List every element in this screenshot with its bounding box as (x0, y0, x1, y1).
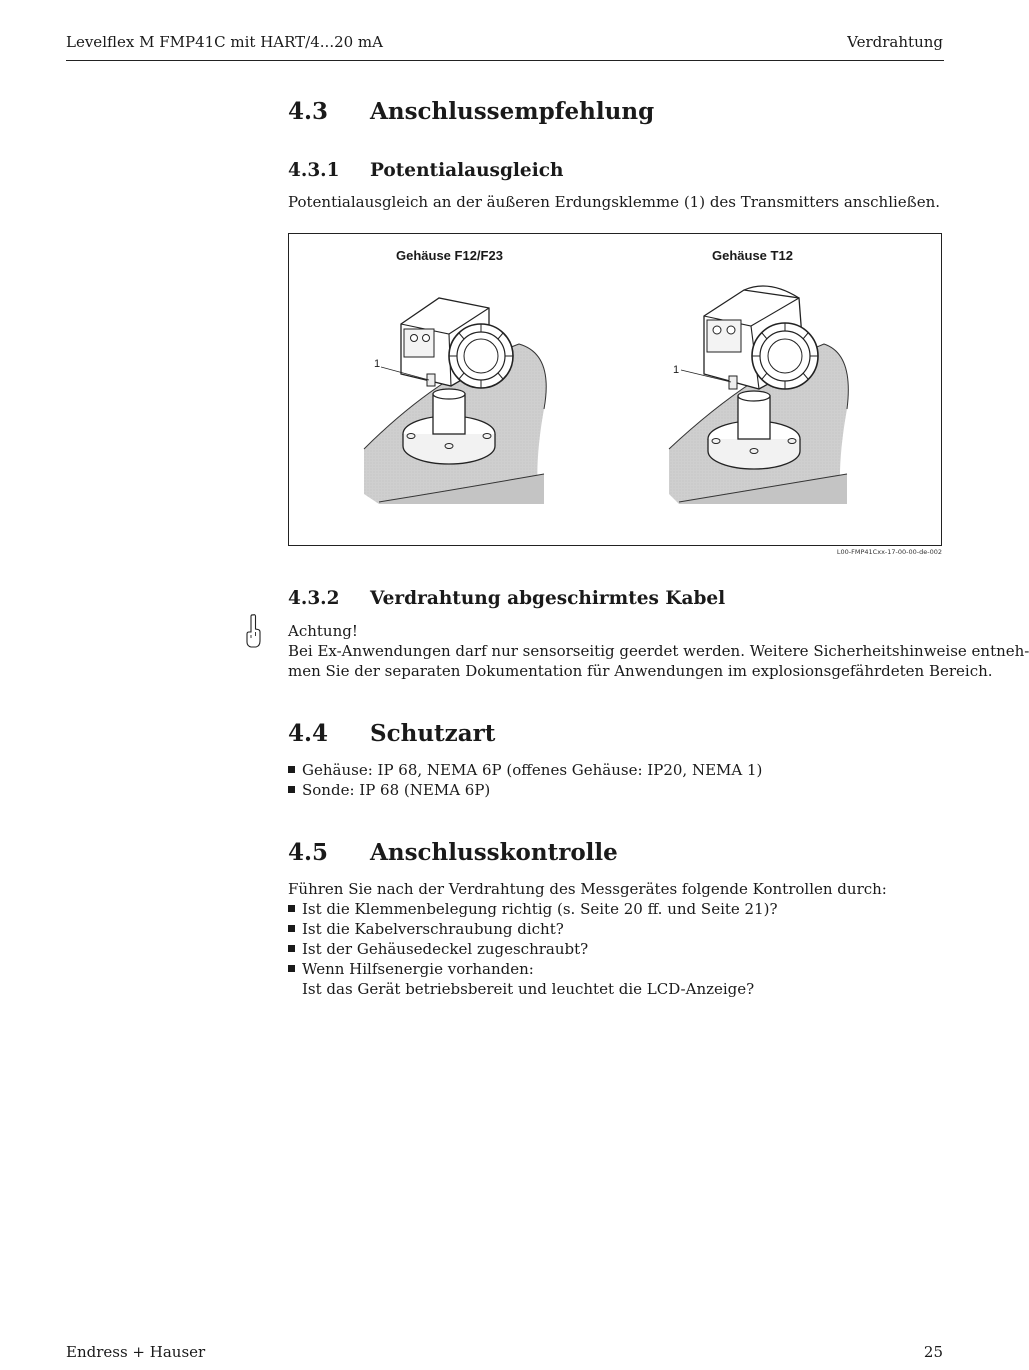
list-item: Sonde: IP 68 (NEMA 6P) (288, 780, 490, 800)
bullet-icon (288, 786, 295, 793)
figure-drawing (289, 234, 941, 545)
housing-f12-illustration (364, 298, 546, 504)
figure-label-right: Gehäuse T12 (712, 248, 793, 263)
heading-number: 4.3.1 (288, 160, 340, 181)
figure-housings (288, 233, 942, 546)
heading-number: 4.3.2 (288, 588, 340, 609)
heading-title: Anschlusskontrolle (370, 839, 618, 866)
header-document-title: Levelflex M FMP41C mit HART/4...20 mA (66, 33, 383, 51)
page-number: 25 (923, 1343, 943, 1361)
warning-text-line1: Bei Ex-Anwendungen darf nur sensorseitig geerdet werden. Weitere Sicherheitshinweise entneh- (288, 642, 1029, 660)
paragraph-potentialausgleich: Potentialausgleich an der äußeren Erdungsklemme (1) des Transmitters anschließen. (288, 193, 941, 211)
header-chapter-title: Verdrahtung (847, 33, 943, 51)
list-item-continuation: Ist das Gerät betriebsbereit und leuchtet die LCD-Anzeige? (302, 980, 755, 998)
figure-label-left: Gehäuse F12/F23 (396, 248, 503, 263)
list-item: Ist der Gehäusedeckel zugeschraubt? (288, 939, 588, 959)
warning-text-line2: men Sie der separaten Dokumentation für Anwendungen im explosionsgefährdeten Bereich. (288, 662, 993, 680)
heading-number: 4.5 (288, 839, 329, 866)
heading-title: Potentialausgleich (370, 160, 564, 181)
heading-title: Verdrahtung abgeschirmtes Kabel (370, 588, 726, 609)
bullet-icon (288, 766, 295, 773)
list-item: Ist die Klemmenbelegung richtig (s. Seite 20 ff. und Seite 21)? (288, 899, 778, 919)
heading-title: Schutzart (370, 720, 496, 747)
paragraph-intro: Führen Sie nach der Verdrahtung des Messgerätes folgende Kontrollen durch: (288, 880, 887, 898)
heading-title: Anschlussempfehlung (370, 98, 655, 125)
footer-company: Endress + Hauser (66, 1343, 206, 1361)
bullet-icon (288, 925, 295, 932)
housing-t12-illustration (669, 286, 848, 504)
bullet-icon (288, 945, 295, 952)
warning-label: Achtung! (288, 622, 358, 640)
list-item: Wenn Hilfsenergie vorhanden: (288, 959, 534, 979)
bullet-icon (288, 965, 295, 972)
heading-number: 4.3 (288, 98, 329, 125)
bullet-icon (288, 905, 295, 912)
list-item: Ist die Kabelverschraubung dicht? (288, 919, 564, 939)
callout-left: 1 (374, 358, 381, 370)
list-item: Gehäuse: IP 68, NEMA 6P (offenes Gehäuse: IP20, NEMA 1) (288, 760, 762, 780)
warning-hand-icon (244, 613, 264, 649)
header-rule (66, 60, 944, 61)
callout-right: 1 (673, 364, 680, 376)
heading-number: 4.4 (288, 720, 329, 747)
figure-code: L00-FMP41Cxx-17-00-00-de-002 (836, 548, 942, 556)
